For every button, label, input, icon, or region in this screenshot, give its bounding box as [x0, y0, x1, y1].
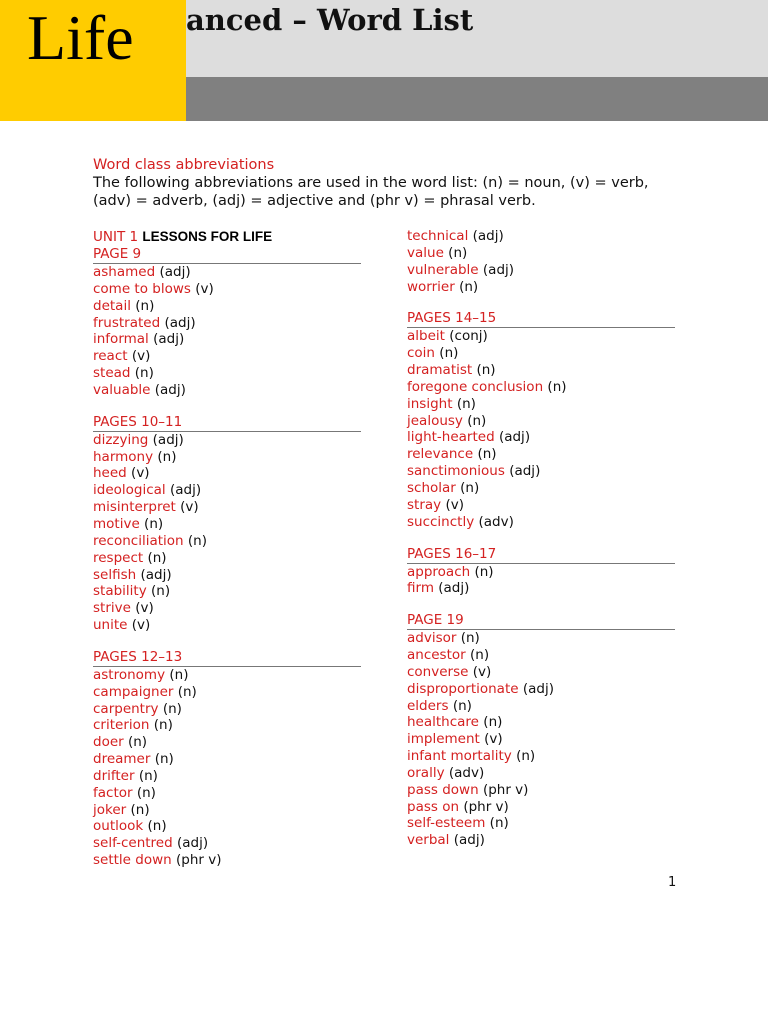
entry-word-class: (v) [131, 617, 151, 634]
word-entry [407, 362, 675, 379]
word-entry [93, 684, 361, 701]
section-heading: PAGES 14–15 [407, 310, 675, 328]
entry-word-class: (n) [476, 362, 496, 379]
word-entry [93, 617, 361, 634]
section-pages-10-11 [93, 414, 361, 634]
word-entry [93, 734, 361, 751]
entry-word-class: (n) [135, 297, 155, 314]
abbreviations-heading: Word class abbreviations [93, 157, 275, 173]
page-title: anced – Word List [186, 3, 474, 37]
entry-word: doer [93, 734, 124, 751]
entry-word-class: (adv) [478, 513, 514, 530]
entry-word-class: (n) [470, 647, 490, 664]
entry-word-class: (n) [153, 717, 173, 734]
entry-word-class: (n) [138, 767, 158, 784]
entry-word-class: (n) [151, 583, 171, 600]
entry-word-class: (n) [477, 446, 497, 463]
entry-word: sanctimonious [407, 463, 505, 480]
word-entry [93, 717, 361, 734]
word-entry [407, 379, 675, 396]
entry-word: pass on [407, 798, 460, 815]
word-entry [93, 516, 361, 533]
entry-word: strive [93, 600, 131, 617]
entry-word-class: (n) [460, 630, 480, 647]
entry-word: infant mortality [407, 748, 512, 765]
word-entry [93, 550, 361, 567]
word-list [407, 328, 675, 530]
entry-word-class: (n) [154, 751, 174, 768]
entry-word: misinterpret [93, 499, 176, 516]
entry-word-class: (adj) [154, 381, 186, 398]
entry-word-class: (n) [460, 479, 480, 496]
word-entry [407, 731, 675, 748]
word-entry [407, 799, 675, 816]
entry-word-class: (n) [169, 666, 189, 683]
section-pages-14-15 [407, 310, 675, 530]
word-entry [407, 396, 675, 413]
word-list [407, 564, 675, 598]
word-list [407, 630, 675, 849]
word-entry [407, 765, 675, 782]
word-entry [93, 499, 361, 516]
word-entry [407, 279, 675, 296]
entry-word: verbal [407, 832, 450, 849]
entry-word-class: (n) [483, 714, 503, 731]
entry-word-class: (n) [547, 378, 567, 395]
entry-word: firm [407, 580, 434, 597]
entry-word-class: (adj) [164, 314, 196, 331]
left-column [93, 228, 361, 869]
entry-word: ideological [93, 482, 166, 499]
entry-word: relevance [407, 446, 474, 463]
entry-word: vulnerable [407, 261, 479, 278]
section-continued [407, 228, 675, 295]
word-entry [93, 802, 361, 819]
entry-word-class: (v) [195, 280, 214, 297]
word-entry [407, 228, 675, 245]
entry-word-class: (n) [130, 801, 150, 818]
entry-word-class: (n) [187, 532, 207, 549]
entry-word-class: (n) [127, 734, 148, 751]
word-entry [407, 245, 675, 262]
entry-word: stability [93, 583, 147, 600]
entry-word: drifter [93, 767, 135, 784]
entry-word: settle down [93, 852, 172, 869]
entry-word-class: (v) [131, 465, 150, 482]
entry-word: selfish [93, 566, 137, 583]
entry-word: factor [93, 784, 133, 801]
entry-word: disproportionate [407, 680, 519, 697]
entry-word-class: (n) [147, 549, 167, 566]
entry-word: foregone conclusion [407, 378, 544, 395]
section-heading: PAGE 19 [407, 612, 675, 630]
word-entry [93, 583, 361, 600]
entry-word-class: (phr v) [482, 781, 529, 798]
entry-word-class: (n) [144, 515, 164, 532]
word-entry [407, 429, 675, 446]
entry-word: implement [407, 731, 480, 748]
entry-word: value [407, 244, 444, 261]
entry-word-class: (adj) [153, 331, 185, 348]
word-list [93, 667, 361, 869]
entry-word: ancestor [407, 647, 466, 664]
entry-word-class: (n) [456, 395, 476, 412]
entry-word-class: (v) [445, 496, 464, 513]
entry-word: informal [93, 331, 149, 348]
entry-word: come to blows [93, 280, 191, 297]
entry-word-class: (v) [131, 348, 151, 365]
page-number: 1 [668, 875, 677, 890]
entry-word: react [93, 348, 128, 365]
word-entry [93, 818, 361, 835]
logo-text: Life [27, 2, 134, 73]
entry-word: insight [407, 395, 453, 412]
word-entry [93, 852, 361, 869]
entry-word-class: (adv) [448, 764, 485, 781]
unit-title: LESSONS FOR LIFE [142, 229, 273, 244]
entry-word-class: (adj) [152, 431, 184, 448]
entry-word-class: (phr v) [176, 852, 222, 869]
word-entry [93, 567, 361, 584]
word-entry [407, 446, 675, 463]
entry-word: criterion [93, 717, 150, 734]
entry-word: valuable [93, 381, 151, 398]
word-entry [93, 701, 361, 718]
word-entry [407, 782, 675, 799]
right-column [407, 228, 675, 849]
word-entry [407, 832, 675, 849]
word-entry [93, 785, 361, 802]
entry-word-class: (adj) [522, 680, 554, 697]
word-entry [407, 328, 675, 345]
word-entry [407, 497, 675, 514]
entry-word-class: (adj) [438, 580, 470, 597]
word-entry [93, 331, 361, 348]
entry-word-class: (adj) [169, 482, 202, 499]
word-entry [407, 815, 675, 832]
word-entry [407, 514, 675, 531]
entry-word: albeit [407, 328, 445, 345]
entry-word-class: (n) [439, 345, 459, 362]
entry-word: carpentry [93, 700, 159, 717]
entry-word: stray [407, 496, 442, 513]
entry-word: orally [407, 764, 445, 781]
word-list [93, 264, 361, 399]
word-entry [93, 298, 361, 315]
entry-word-class: (n) [134, 365, 154, 382]
entry-word-class: (v) [135, 600, 154, 617]
word-entry [407, 262, 675, 279]
word-entry [93, 482, 361, 499]
section-heading: PAGES 10–11 [93, 414, 361, 432]
entry-word-class: (conj) [449, 328, 488, 345]
entry-word: dizzying [93, 431, 149, 448]
entry-word: self-centred [93, 835, 173, 852]
entry-word: dramatist [407, 362, 473, 379]
word-entry [407, 698, 675, 715]
word-entry [407, 564, 675, 581]
word-list [407, 228, 675, 295]
entry-word-class: (n) [147, 818, 167, 835]
entry-word: healthcare [407, 714, 479, 731]
word-entry [407, 664, 675, 681]
entry-word: joker [93, 801, 127, 818]
entry-word-class: (n) [459, 278, 479, 295]
entry-word: self-esteem [407, 815, 486, 832]
entry-word-class: (adj) [509, 463, 541, 480]
entry-word: coin [407, 345, 435, 362]
entry-word-class: (n) [452, 697, 472, 714]
word-entry [93, 533, 361, 550]
word-entry [93, 667, 361, 684]
entry-word-class: (adj) [498, 429, 531, 446]
entry-word-class: (phr v) [463, 798, 509, 815]
entry-word: succinctly [407, 513, 475, 530]
word-entry [93, 264, 361, 281]
word-entry [93, 751, 361, 768]
entry-word: dreamer [93, 751, 151, 768]
section-page-9 [93, 246, 361, 399]
life-logo [0, 0, 186, 121]
entry-word: astronomy [93, 666, 166, 683]
entry-word: approach [407, 563, 471, 580]
entry-word: technical [407, 228, 469, 244]
entry-word-class: (v) [484, 731, 503, 748]
word-entry [93, 281, 361, 298]
word-entry [93, 449, 361, 466]
entry-word-class: (adj) [482, 261, 515, 278]
word-entry [93, 768, 361, 785]
abbreviations-text: The following abbreviations are used in the word list: (n) = noun, (v) = verb, (adv) = adverb, (adj) = adjective and (phr v) = phrasal verb. [93, 175, 649, 209]
word-entry [407, 580, 675, 597]
entry-word: advisor [407, 630, 457, 647]
word-entry [407, 748, 675, 765]
entry-word: worrier [407, 278, 455, 295]
section-pages-12-13 [93, 649, 361, 869]
word-entry [407, 681, 675, 698]
word-entry [407, 345, 675, 362]
unit-heading [93, 228, 361, 246]
entry-word: respect [93, 549, 144, 566]
word-entry [93, 365, 361, 382]
word-entry [407, 463, 675, 480]
section-heading: PAGES 12–13 [93, 649, 361, 667]
unit-label: UNIT 1 [93, 229, 139, 245]
entry-word-class: (n) [177, 683, 197, 700]
entry-word: frustrated [93, 314, 161, 331]
section-heading: PAGES 16–17 [407, 546, 675, 564]
word-list [93, 432, 361, 634]
entry-word: elders [407, 697, 449, 714]
word-entry [93, 348, 361, 365]
entry-word: unite [93, 617, 128, 634]
entry-word-class: (v) [472, 663, 492, 680]
entry-word: harmony [93, 448, 154, 465]
entry-word-class: (n) [467, 412, 487, 429]
section-pages-16-17 [407, 546, 675, 598]
word-entry [407, 413, 675, 430]
word-entry [407, 630, 675, 647]
entry-word: campaigner [93, 683, 174, 700]
entry-word-class: (n) [448, 244, 468, 261]
entry-word-class: (v) [180, 499, 199, 516]
section-page-19 [407, 612, 675, 849]
entry-word: detail [93, 297, 131, 314]
word-entry [93, 600, 361, 617]
entry-word-class: (n) [516, 748, 536, 765]
entry-word: heed [93, 465, 127, 482]
entry-word: light-hearted [407, 429, 495, 446]
entry-word-class: (adj) [472, 228, 504, 244]
word-entry [407, 480, 675, 497]
word-entry [93, 432, 361, 449]
word-entry [93, 315, 361, 332]
entry-word-class: (adj) [140, 566, 172, 583]
entry-word: converse [407, 663, 469, 680]
entry-word: scholar [407, 479, 456, 496]
word-entry [407, 714, 675, 731]
entry-word-class: (n) [474, 563, 494, 580]
entry-word-class: (n) [136, 784, 156, 801]
word-entry [407, 647, 675, 664]
entry-word: reconciliation [93, 532, 184, 549]
entry-word: outlook [93, 818, 144, 835]
word-entry [93, 465, 361, 482]
word-entry [93, 835, 361, 852]
entry-word-class: (n) [489, 815, 509, 832]
entry-word: motive [93, 515, 140, 532]
entry-word-class: (adj) [176, 835, 209, 852]
entry-word-class: (adj) [453, 832, 485, 849]
entry-word-class: (n) [162, 700, 182, 717]
entry-word: pass down [407, 781, 479, 798]
word-entry [93, 382, 361, 399]
entry-word: ashamed [93, 264, 156, 280]
entry-word: jealousy [407, 412, 463, 429]
section-heading: PAGE 9 [93, 246, 361, 264]
entry-word-class: (adj) [159, 264, 191, 280]
entry-word-class: (n) [157, 448, 177, 465]
entry-word: stead [93, 365, 131, 382]
